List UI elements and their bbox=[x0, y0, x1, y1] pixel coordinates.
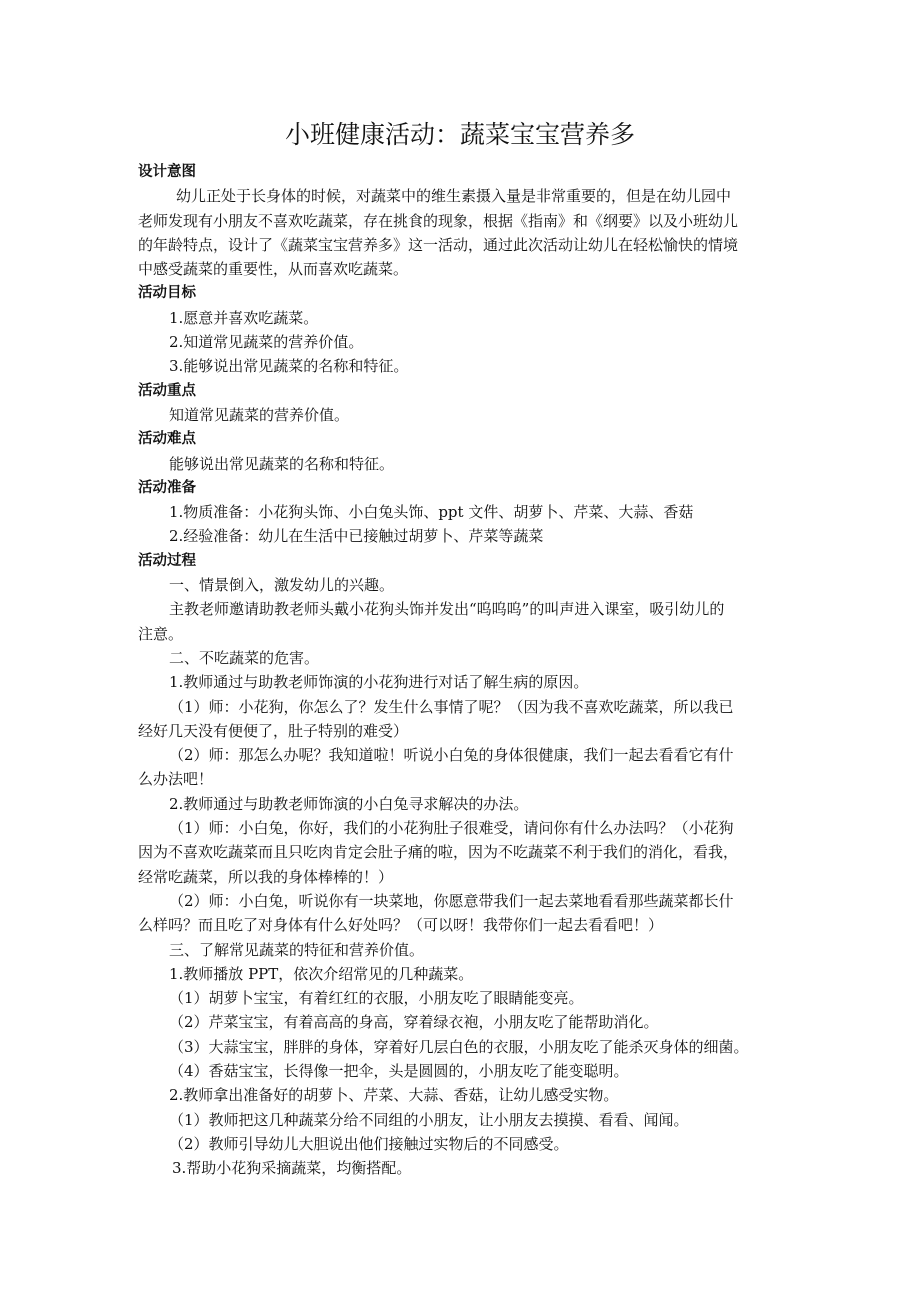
paragraph-line: （4）香菇宝宝，长得像一把伞，头是圆圆的，小朋友吃了能变聪明。 bbox=[169, 1061, 629, 1080]
paragraph-line: 经常吃蔬菜，所以我的身体棒棒的！） bbox=[138, 867, 394, 886]
paragraph-line: 3.帮助小花狗采摘蔬菜，均衡搭配。 bbox=[172, 1159, 412, 1178]
paragraph-line: 1.教师播放 PPT，依次介绍常见的几种蔬菜。 bbox=[169, 964, 474, 983]
paragraph-line: 3.能够说出常见蔬菜的名称和特征。 bbox=[169, 357, 409, 376]
paragraph-line: 一、情景倒入，激发幼儿的兴趣。 bbox=[169, 576, 395, 595]
paragraph-line: （1）教师把这几种蔬菜分给不同组的小朋友，让小朋友去摸摸、看看、闻闻。 bbox=[169, 1110, 689, 1129]
section-heading: 设计意图 bbox=[138, 164, 196, 180]
paragraph-line: 二、不吃蔬菜的危害。 bbox=[169, 648, 320, 667]
section-heading: 活动目标 bbox=[138, 285, 196, 302]
paragraph-line: 三、了解常见蔬菜的特征和营养价值。 bbox=[169, 940, 425, 959]
paragraph-line: 么样吗？而且吃了对身体有什么好处吗？（可以呀！我带你们一起去看看吧！） bbox=[138, 916, 664, 935]
paragraph-line: 2.经验准备：幼儿在生活中已接触过胡萝卜、芹菜等蔬菜 bbox=[169, 527, 544, 546]
paragraph-line: 2.教师通过与助教老师饰演的小白兔寻求解决的办法。 bbox=[169, 794, 529, 813]
paragraph-line: （1）师：小白兔，你好，我们的小花狗肚子很难受，请问你有什么办法吗？（小花狗 bbox=[169, 819, 734, 838]
section-heading: 活动准备 bbox=[138, 479, 196, 496]
paragraph-line: 因为不喜欢吃蔬菜而且只吃肉肯定会肚子痛的啦，因为不吃蔬菜不利于我们的消化，看我， bbox=[138, 843, 739, 862]
paragraph-line: 经好几天没有便便了，肚子特别的难受） bbox=[138, 721, 409, 740]
paragraph-line: 能够说出常见蔬菜的名称和特征。 bbox=[169, 454, 395, 473]
paragraph-line: （3）大蒜宝宝，胖胖的身体，穿着好几层白色的衣服，小朋友吃了能杀灭身体的细菌。 bbox=[169, 1037, 749, 1056]
paragraph-line: 么办法吧！ bbox=[138, 770, 214, 789]
paragraph-line: 知道常见蔬菜的营养价值。 bbox=[169, 405, 350, 424]
section-heading: 活动难点 bbox=[138, 431, 196, 448]
paragraph-line: 中感受蔬菜的重要性，从而喜欢吃蔬菜。 bbox=[138, 260, 409, 279]
paragraph-line: 2.知道常见蔬菜的营养价值。 bbox=[169, 333, 364, 352]
paragraph-line: 的年龄特点，设计了《蔬菜宝宝营养多》这一活动，通过此次活动让幼儿在轻松愉快的情境 bbox=[138, 235, 739, 254]
section-heading: 活动重点 bbox=[138, 382, 196, 399]
paragraph-line: 1.愿意并喜欢吃蔬菜。 bbox=[169, 308, 319, 327]
paragraph-line: 幼儿正处于长身体的时候，对蔬菜中的维生素摄入量是非常重要的，但是在幼儿园中 bbox=[176, 187, 732, 206]
paragraph-line: 2.教师拿出准备好的胡萝卜、芹菜、大蒜、香菇，让幼儿感受实物。 bbox=[169, 1086, 619, 1105]
paragraph-line: 老师发现有小朋友不喜欢吃蔬菜，存在挑食的现象，根据《指南》和《纲要》以及小班幼儿 bbox=[138, 211, 739, 230]
section-heading: 活动过程 bbox=[138, 552, 196, 569]
paragraph-line: （2）芹菜宝宝，有着高高的身高，穿着绿衣袍，小朋友吃了能帮助消化。 bbox=[169, 1013, 659, 1032]
paragraph-line: （2）师：那怎么办呢？我知道啦！听说小白兔的身体很健康，我们一起去看看它有什 bbox=[169, 746, 734, 765]
paragraph-line: （1）师：小花狗，你怎么了？发生什么事情了呢？（因为我不喜欢吃蔬菜，所以我已 bbox=[169, 697, 734, 716]
document-title: 小班健康活动：蔬菜宝宝营养多 bbox=[284, 120, 635, 149]
paragraph-line: 1.物质准备：小花狗头饰、小白兔头饰、ppt 文件、胡萝卜、芹菜、大蒜、香菇 bbox=[169, 503, 694, 522]
paragraph-line: （2）师：小白兔，听说你有一块菜地，你愿意带我们一起去菜地看看那些蔬菜都长什 bbox=[169, 891, 734, 910]
paragraph-line: 主教老师邀请助教老师头戴小花狗头饰并发出“呜呜呜”的叫声进入课室，吸引幼儿的 bbox=[169, 600, 725, 619]
paragraph-line: 1.教师通过与助教老师饰演的小花狗进行对话了解生病的原因。 bbox=[169, 673, 589, 692]
document-body bbox=[138, 160, 788, 1180]
paragraph-line: 注意。 bbox=[138, 624, 184, 643]
paragraph-line: （2）教师引导幼儿大胆说出他们接触过实物后的不同感受。 bbox=[169, 1134, 569, 1153]
paragraph-line: （1）胡萝卜宝宝，有着红红的衣服，小朋友吃了眼睛能变亮。 bbox=[169, 989, 584, 1008]
